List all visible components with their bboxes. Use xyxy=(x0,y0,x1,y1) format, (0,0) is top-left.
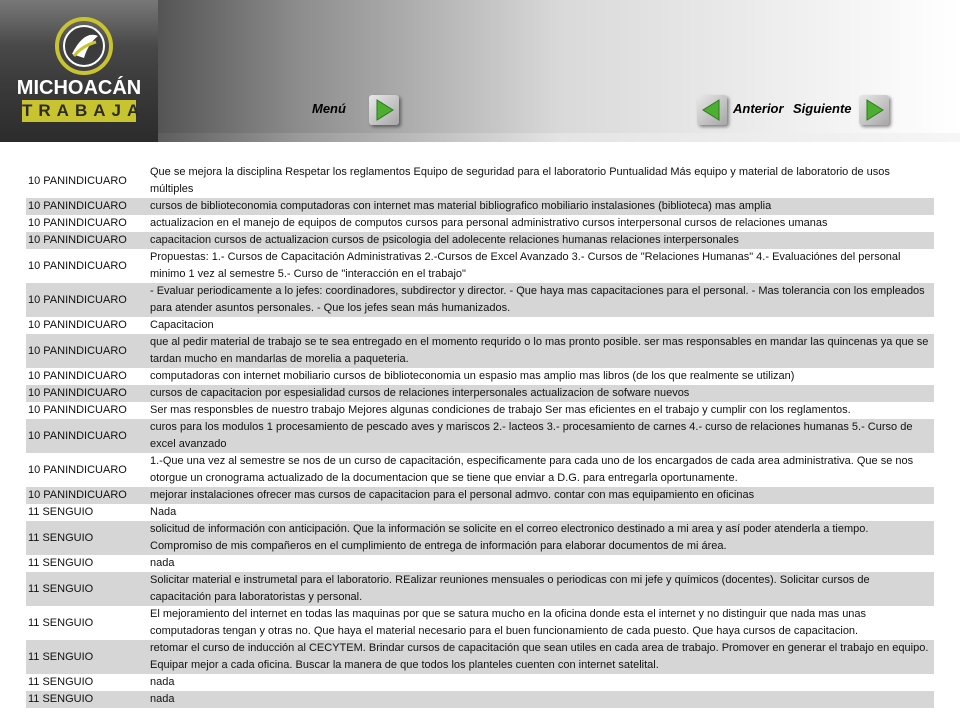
response-cell: nada xyxy=(150,557,175,569)
logo-subtitle: TRABAJA xyxy=(22,101,146,120)
logo-subtitle-band xyxy=(22,100,146,122)
previous-button[interactable] xyxy=(697,95,727,125)
next-label[interactable]: Siguiente xyxy=(793,101,852,116)
response-cell: cursos de capacitacion por espesialidad cursos de relaciones interpersonales actualizacion de sofware nuevos xyxy=(150,387,690,399)
response-cell: Solicitar material e instrumetal para el laboratorio. REalizar reuniones mensuales o periodicas con mi jefe y químicos (docentes). Solicitar cursos de capacitación para laboratoristas y personal. xyxy=(150,574,870,603)
table-row xyxy=(26,572,934,606)
table-row xyxy=(26,368,934,385)
back-triangle-icon xyxy=(697,95,727,125)
municipio-cell: 10 PANINDICUARO xyxy=(28,319,127,331)
logo xyxy=(0,0,158,142)
table-row xyxy=(26,487,934,504)
response-cell: mejorar instalaciones ofrecer mas cursos de capacitacion para el personal admvo. contar con mas equipamiento en oficinas xyxy=(150,489,755,501)
previous-label[interactable]: Anterior xyxy=(733,101,784,116)
municipio-cell: 10 PANINDICUARO xyxy=(28,370,127,382)
response-cell: 1.-Que una vez al semestre se nos de un curso de capacitación, especificamente para cada uno de los encargados de cada area administrativa. Que se nos otorgue un cronograma actualizado de la documentacion que se tiene que enviar a D.G. para entregarla oportunamente. xyxy=(150,455,914,484)
response-cell: Nada xyxy=(150,506,177,518)
municipio-cell: 11 SENGUIO xyxy=(28,650,94,663)
menu-button[interactable] xyxy=(369,95,399,125)
response-cell: cursos de biblioteconomia computadoras con internet mas material bibliografico mobiliario instalasiones (biblioteca) mas amplia xyxy=(150,200,772,212)
municipio-cell: 11 SENGUIO xyxy=(28,557,94,569)
municipio-cell: 10 PANINDICUARO xyxy=(28,404,127,416)
table-row xyxy=(26,164,934,198)
table-row xyxy=(26,606,934,640)
table-row xyxy=(26,385,934,402)
table-row xyxy=(26,283,934,317)
response-cell: Que se mejora la disciplina Respetar los reglamentos Equipo de seguridad para el laboratorio Puntualidad Más equipo y material de laboratorio de usos múltiples xyxy=(150,166,890,195)
response-cell: Capacitacion xyxy=(150,319,214,331)
response-cell: actualizacion en el manejo de equipos de computos cursos para personal administrativo cursos interpersonal cursos de relaciones umanas xyxy=(150,217,828,229)
table-row xyxy=(26,232,934,249)
municipio-cell: 10 PANINDICUARO xyxy=(28,217,127,229)
response-cell: que al pedir material de trabajo se te sea entregado en el momento requrido o lo mas pronto posible. ser mas responsables en mandar las quincenas ya que se tardan mucho en mandarlas de morelia a paqueteria. xyxy=(150,336,929,365)
response-cell: nada xyxy=(150,693,175,705)
menu-label[interactable]: Menú xyxy=(312,101,346,116)
emblem-icon xyxy=(54,16,114,76)
table-row xyxy=(26,215,934,232)
response-cell: Propuestas: 1.- Cursos de Capacitación Administrativas 2.-Cursos de Excel Avanzado 3.- Cursos de "Relaciones Humanas" 4.- Evaluaciónes del personal minimo 1 vez al semestre 5.- Curso de "interacción en el trabajo" xyxy=(150,251,901,280)
table-row xyxy=(26,317,934,334)
table-row xyxy=(26,674,934,691)
table-row xyxy=(26,691,934,708)
response-cell: curos para los modulos 1 procesamiento de pescado aves y mariscos 2.- lacteos 3.- procesamiento de carnes 4.- curso de relaciones humanas 5.- Curso de excel avanzado xyxy=(150,421,913,450)
municipio-cell: 11 SENGUIO xyxy=(28,531,94,544)
response-cell: El mejoramiento del internet en todas las maquinas por que se satura mucho en la oficina donde esta el internet y no distinguir que nada mas unas computadoras tengan y otras no. Que haya el material necesario para el buen funcionamiento de cada puesto. Que haya cursos de capacitacion. xyxy=(150,608,867,637)
municipio-cell: 10 PANINDICUARO xyxy=(28,259,127,272)
municipio-cell: 11 SENGUIO xyxy=(28,582,94,595)
table-row xyxy=(26,640,934,674)
table-row xyxy=(26,555,934,572)
next-button[interactable] xyxy=(859,95,889,125)
play-triangle-icon xyxy=(369,95,399,125)
municipio-cell: 11 SENGUIO xyxy=(28,506,94,518)
table-row xyxy=(26,504,934,521)
municipio-cell: 11 SENGUIO xyxy=(28,693,94,705)
table-row xyxy=(26,334,934,368)
response-cell: capacitacion cursos de actualizacion cursos de psicologia del adolecente relaciones humanas relaciones interpersonales xyxy=(150,234,739,246)
response-cell: - Evaluar periodicamente a lo jefes: coordinadores, subdirector y director. - Que haya mas capacitaciones para el personal. - Mas tolerancia con los empleados para atender asuntos personales. - Que los jefes sean más humanizados. xyxy=(150,285,925,314)
responses-table xyxy=(26,164,934,708)
response-cell: solicitud de información con anticipación. Que la información se solicite en el correo electronico destinado a mi area y así poder atenderla a tiempo. Compromiso de mis compañeros en el cumplimiento de entrega de información para elaborar documentos de mi área. xyxy=(150,523,869,552)
municipio-cell: 10 PANINDICUARO xyxy=(28,429,127,442)
play-triangle-icon xyxy=(859,95,889,125)
response-cell: retomar el curso de inducción al CECYTEM. Brindar cursos de capacitación que sean utiles en cada area de trabajo. Promover en generar el trabajo en equipo. Equipar mejor a cada oficina. Buscar la manera de que todos los planteles cuenten con internet satelital. xyxy=(150,642,929,671)
response-cell: nada xyxy=(150,676,175,688)
municipio-cell: 11 SENGUIO xyxy=(28,676,94,688)
municipio-cell: 10 PANINDICUARO xyxy=(28,344,127,357)
response-cell: computadoras con internet mobiliario cursos de biblioteconomia un espasio mas amplio mas libros (de los que realmente se utilizan) xyxy=(150,370,795,382)
municipio-cell: 10 PANINDICUARO xyxy=(28,234,127,246)
municipio-cell: 10 PANINDICUARO xyxy=(28,293,127,306)
municipio-cell: 10 PANINDICUARO xyxy=(28,463,127,476)
table-row xyxy=(26,521,934,555)
municipio-cell: 10 PANINDICUARO xyxy=(28,387,127,399)
table-row xyxy=(26,453,934,487)
municipio-cell: 11 SENGUIO xyxy=(28,616,94,629)
logo-title: MICHOACÁN xyxy=(16,77,142,99)
table-row xyxy=(26,249,934,283)
table-row xyxy=(26,198,934,215)
municipio-cell: 10 PANINDICUARO xyxy=(28,200,127,212)
municipio-cell: 10 PANINDICUARO xyxy=(28,174,127,187)
table-row xyxy=(26,419,934,453)
municipio-cell: 10 PANINDICUARO xyxy=(28,489,127,501)
table-row xyxy=(26,402,934,419)
response-cell: Ser mas responsbles de nuestro trabajo Mejores algunas condiciones de trabajo Ser mas eficientes en el trabajo y cumplir con los reglamentos. xyxy=(150,404,851,416)
